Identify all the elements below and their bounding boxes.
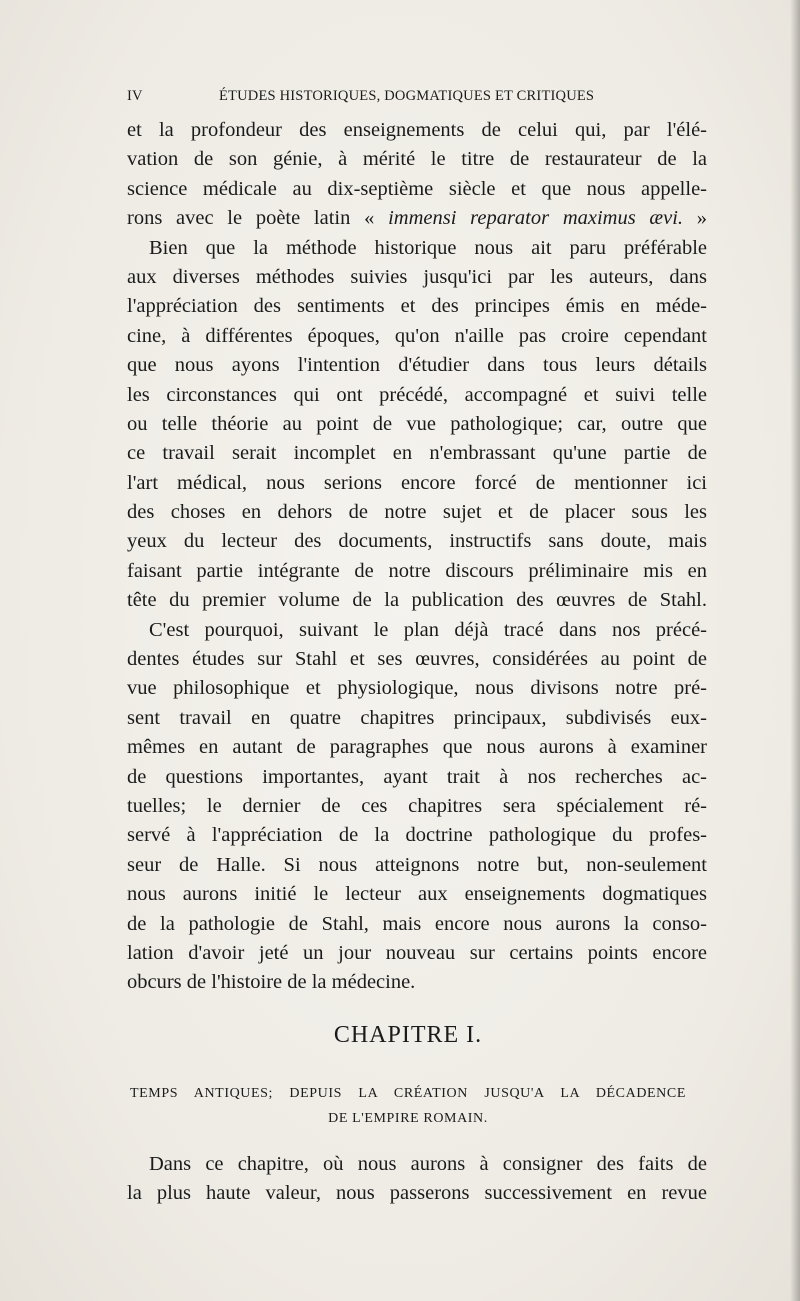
- text-line: dentes études sur Stahl et ses œuvres, considérées au point de: [127, 648, 707, 671]
- text-line: tête du premier volume de la publication des œuvres de Stahl.: [127, 589, 707, 612]
- text-line: Bien que la méthode historique nous ait paru préférable: [149, 236, 707, 259]
- page-edge-shadow: [790, 0, 800, 1301]
- text-line: faisant partie intégrante de notre discours préliminaire mis en: [127, 559, 707, 582]
- text-line: les circonstances qui ont précédé, accompagné et suivi telle: [127, 383, 707, 406]
- chapter-subtitle: [130, 1081, 686, 1131]
- text-line: vation de son génie, à mérité le titre de restaurateur de la: [127, 148, 707, 171]
- text-line: nous aurons initié le lecteur aux enseignements dogmatiques: [127, 883, 707, 906]
- text-line: mêmes en autant de paragraphes que nous aurons à examiner: [127, 736, 707, 759]
- chapter-subtitle-line: DE L'EMPIRE ROMAIN.: [328, 1111, 488, 1126]
- text-line: des choses en dehors de notre sujet et de placer sous les: [127, 501, 707, 524]
- chapter-subtitle-line: TEMPS ANTIQUES; DEPUIS LA CRÉATION JUSQU'A LA DÉCADENCE: [130, 1086, 686, 1101]
- text-line: yeux du lecteur des documents, instructifs sans doute, mais: [127, 530, 707, 553]
- text-line: et la profondeur des enseignements de celui qui, par l'élé-: [127, 119, 707, 141]
- text-line: la plus haute valeur, nous passerons successivement en revue: [127, 1182, 707, 1205]
- text-line: aux diverses méthodes suivies jusqu'ici par les auteurs, dans: [127, 265, 707, 288]
- text-line: sent travail en quatre chapitres principaux, subdivisés eux-: [127, 706, 707, 729]
- text-line: cine, à différentes époques, qu'on n'aille pas croire cependant: [127, 324, 707, 347]
- latin-quote: immensi reparator maximus ævi.: [388, 207, 684, 230]
- text-line: de la pathologie de Stahl, mais encore nous aurons la conso-: [127, 912, 707, 935]
- running-title: ÉTUDES HISTORIQUES, DOGMATIQUES ET CRITIQUES: [219, 88, 595, 104]
- quote-close: »: [683, 207, 708, 230]
- quote-lead: rons avec le poète latin «: [127, 207, 389, 230]
- text-line: ce travail serait incomplet en n'embrassant qu'une partie de: [127, 442, 707, 465]
- text-line: C'est pourquoi, suivant le plan déjà tracé dans nos précé-: [149, 618, 707, 641]
- text-line-with-quote: [127, 204, 707, 233]
- text-line: lation d'avoir jeté un jour nouveau sur certains points encore: [127, 941, 707, 964]
- text-line: l'art médical, nous serions encore forcé de mentionner ici: [127, 471, 707, 494]
- text-line: l'appréciation des sentiments et des principes émis en méde-: [127, 295, 707, 318]
- chapter-heading: [0, 1022, 800, 1049]
- body-text: [127, 116, 707, 998]
- text-line: tuelles; le dernier de ces chapitres sera spécialement ré-: [127, 794, 707, 817]
- text-line-final: obcurs de l'histoire de la médecine.: [127, 971, 416, 994]
- page-number: IV: [127, 88, 143, 104]
- running-head: [127, 88, 607, 108]
- text-line: servé à l'appréciation de la doctrine pathologique du profes-: [127, 824, 707, 847]
- chapter-title: CHAPITRE I.: [333, 1022, 483, 1048]
- text-line: ou telle théorie au point de vue pathologique; car, outre que: [127, 412, 707, 435]
- text-line: science médicale au dix-septième siècle et que nous appelle-: [127, 177, 707, 200]
- text-line: seur de Halle. Si nous atteignons notre but, non-seulement: [127, 853, 707, 876]
- text-line: de questions importantes, ayant trait à nos recherches ac-: [127, 765, 707, 788]
- text-line: vue philosophique et physiologique, nous divisons notre pré-: [127, 677, 707, 700]
- text-line: que nous ayons l'intention d'étudier dans tous leurs détails: [127, 354, 707, 377]
- chapter-body-text: [127, 1150, 707, 1209]
- text-line: Dans ce chapitre, où nous aurons à consigner des faits de: [149, 1153, 707, 1175]
